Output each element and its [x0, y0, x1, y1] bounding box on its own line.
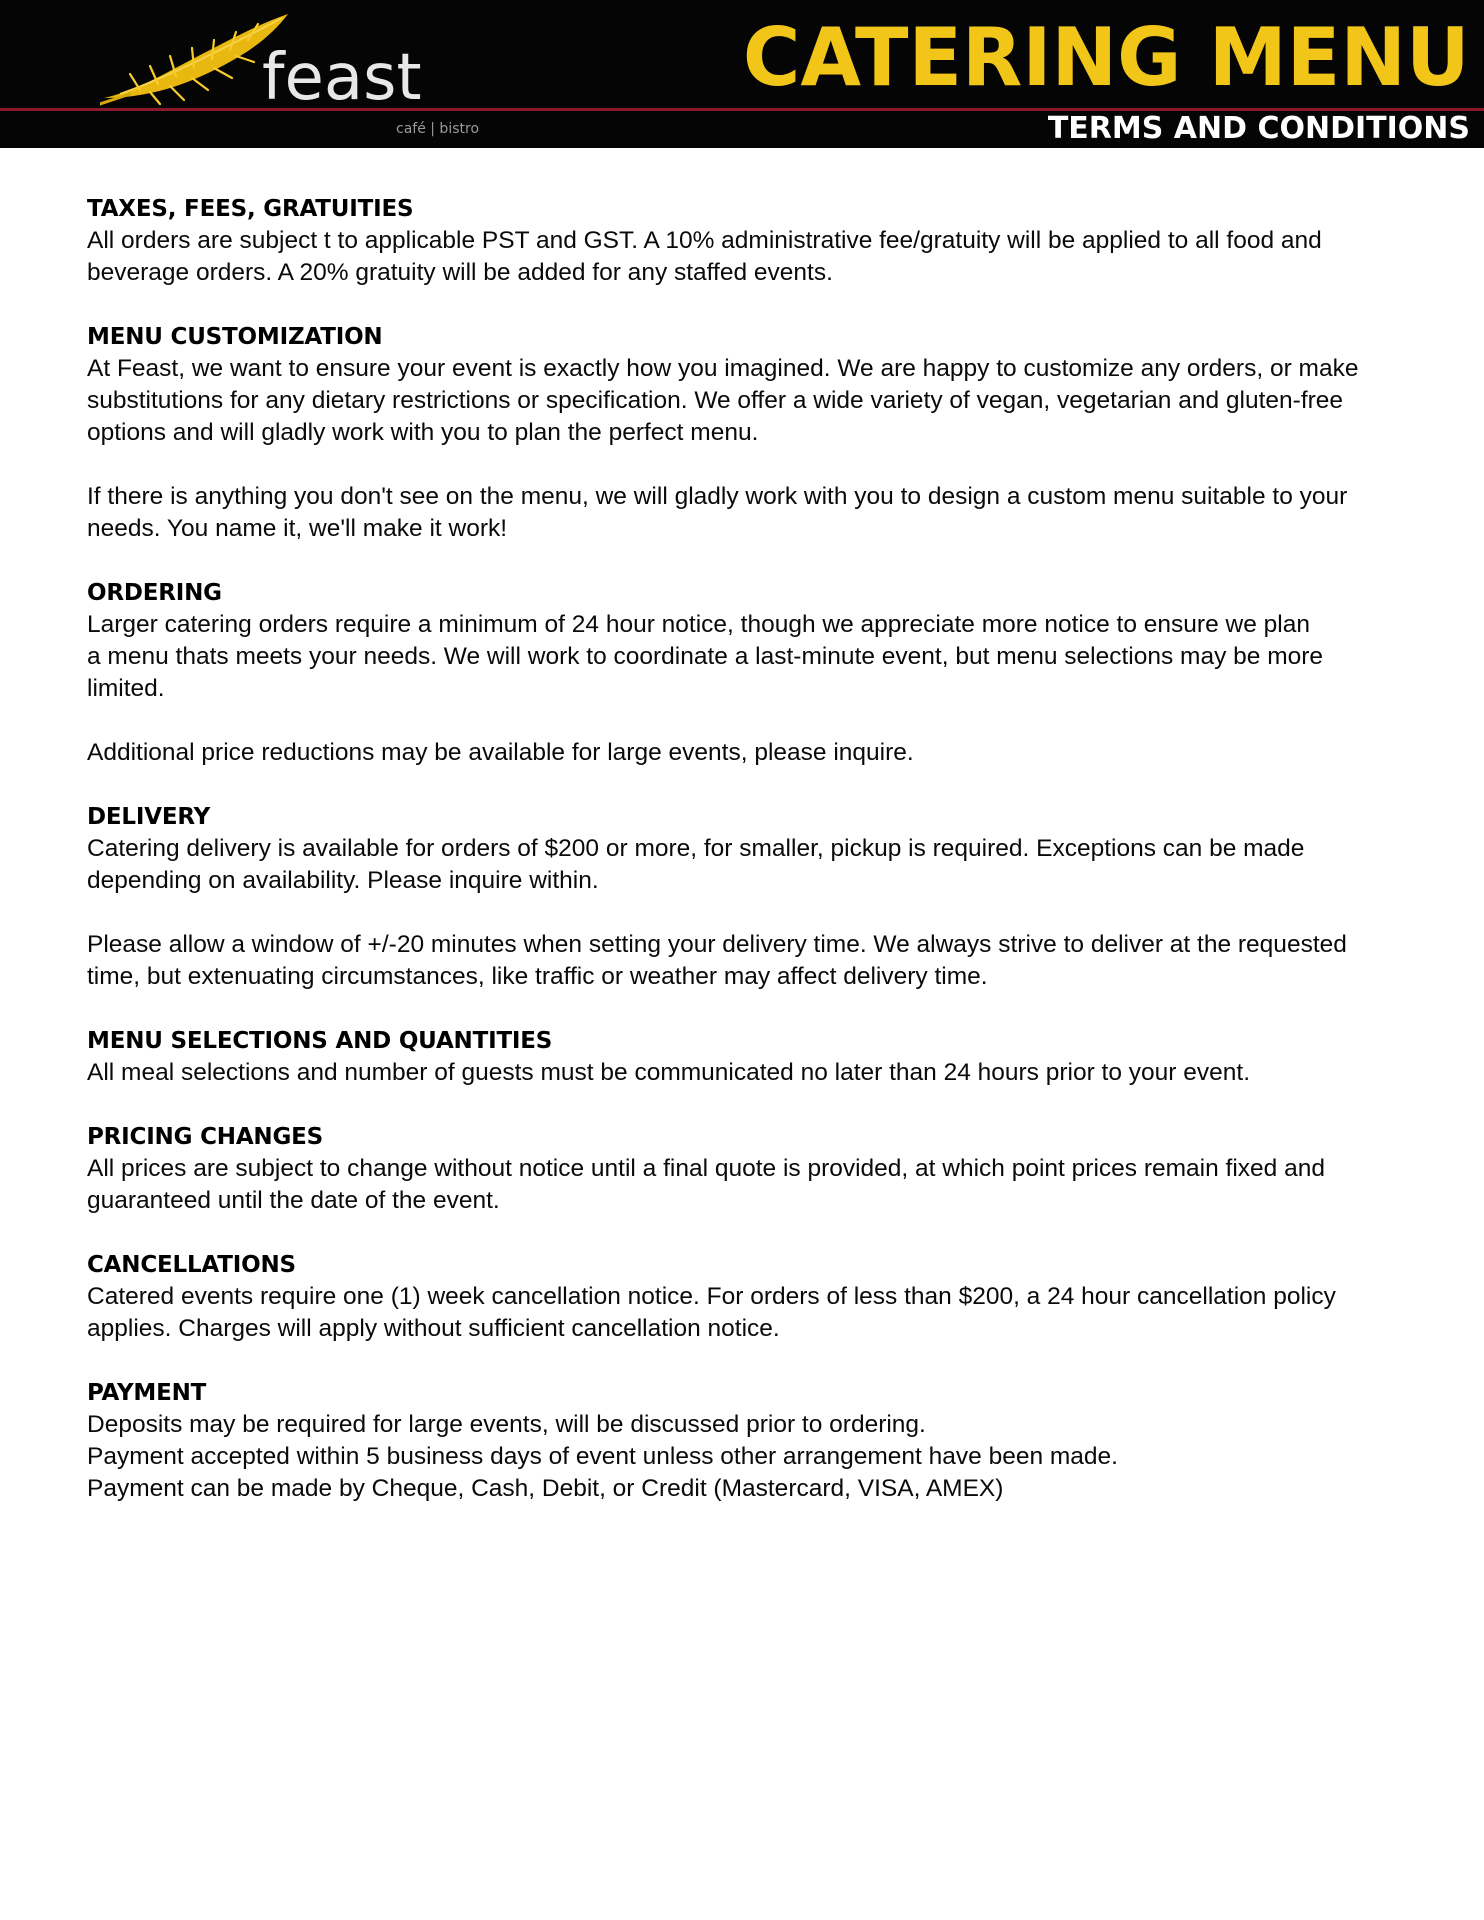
section-heading: MENU CUSTOMIZATION	[87, 324, 383, 350]
section-paragraph	[87, 225, 1417, 289]
paragraph-line: limited.	[87, 675, 165, 702]
paragraph-line: All orders are subject t to applicable PST and GST. A 10% administrative fee/gratuity will be applied to all food and	[87, 227, 1322, 254]
section-paragraph	[87, 1281, 1417, 1345]
section-paragraph	[87, 929, 1417, 993]
paragraph-line: Catering delivery is available for orders of $200 or more, for smaller, pickup is required. Exceptions can be made	[87, 835, 1305, 862]
terms-section	[87, 321, 1417, 545]
page-subtitle: TERMS AND CONDITIONS	[1047, 111, 1470, 146]
paragraph-line: All prices are subject to change without notice until a final quote is provided, at which point prices remain fixed and	[87, 1155, 1325, 1182]
paragraph-line: guaranteed until the date of the event.	[87, 1187, 500, 1214]
terms-section	[87, 1025, 1417, 1089]
section-heading: MENU SELECTIONS AND QUANTITIES	[87, 1028, 553, 1054]
logo-wordmark: feast	[262, 41, 422, 115]
section-paragraph	[87, 737, 1417, 769]
paragraph-line: Additional price reductions may be available for large events, please inquire.	[87, 739, 914, 766]
terms-section	[87, 1377, 1417, 1505]
paragraph-line: Payment accepted within 5 business days of event unless other arrangement have been made.	[87, 1443, 1118, 1470]
paragraph-line: substitutions for any dietary restrictions or specification. We offer a wide variety of vegan, vegetarian and gluten-free	[87, 387, 1344, 414]
section-paragraph	[87, 1057, 1417, 1089]
section-heading: CANCELLATIONS	[87, 1252, 296, 1278]
paragraph-line: time, but extenuating circumstances, like traffic or weather may affect delivery time.	[87, 963, 988, 990]
terms-section	[87, 577, 1417, 769]
paragraph-line: Please allow a window of +/-20 minutes when setting your delivery time. We always strive to deliver at the requested	[87, 931, 1347, 958]
paragraph-line: Payment can be made by Cheque, Cash, Debit, or Credit (Mastercard, VISA, AMEX)	[87, 1475, 1004, 1502]
paragraph-line: Deposits may be required for large events, will be discussed prior to ordering.	[87, 1411, 926, 1438]
feast-logo	[100, 10, 500, 140]
section-heading: DELIVERY	[87, 804, 211, 830]
paragraph-line: At Feast, we want to ensure your event is exactly how you imagined. We are happy to customize any orders, or make	[87, 355, 1359, 382]
section-paragraph	[87, 481, 1417, 545]
paragraph-line: All meal selections and number of guests must be communicated no later than 24 hours prior to your event.	[87, 1059, 1251, 1086]
paragraph-line: applies. Charges will apply without sufficient cancellation notice.	[87, 1315, 780, 1342]
section-paragraph	[87, 1409, 1417, 1505]
paragraph-line: beverage orders. A 20% gratuity will be added for any staffed events.	[87, 259, 833, 286]
terms-section	[87, 801, 1417, 993]
paragraph-line: If there is anything you don't see on the menu, we will gladly work with you to design a custom menu suitable to your	[87, 483, 1348, 510]
section-heading: PAYMENT	[87, 1380, 207, 1406]
terms-content	[87, 193, 1417, 1505]
section-heading: PRICING CHANGES	[87, 1124, 324, 1150]
section-paragraph	[87, 353, 1417, 449]
paragraph-line: a menu thats meets your needs. We will work to coordinate a last-minute event, but menu selections may be more	[87, 643, 1324, 670]
paragraph-line: Larger catering orders require a minimum of 24 hour notice, though we appreciate more notice to ensure we plan	[87, 611, 1310, 638]
page-title: CATERING MENU	[743, 11, 1470, 104]
section-heading: TAXES, FEES, GRATUITIES	[87, 196, 414, 222]
section-heading: ORDERING	[87, 580, 222, 606]
paragraph-line: needs. You name it, we'll make it work!	[87, 515, 508, 542]
section-paragraph	[87, 609, 1417, 705]
terms-section	[87, 1121, 1417, 1217]
paragraph-line: depending on availability. Please inquire within.	[87, 867, 599, 894]
section-paragraph	[87, 1153, 1417, 1217]
paragraph-line: Catered events require one (1) week cancellation notice. For orders of less than $200, a 24 hour cancellation policy	[87, 1283, 1336, 1310]
terms-section	[87, 193, 1417, 289]
logo-tagline: café | bistro	[396, 121, 480, 137]
section-paragraph	[87, 833, 1417, 897]
page-header	[0, 0, 1484, 148]
paragraph-line: options and will gladly work with you to plan the perfect menu.	[87, 419, 759, 446]
terms-section	[87, 1249, 1417, 1345]
